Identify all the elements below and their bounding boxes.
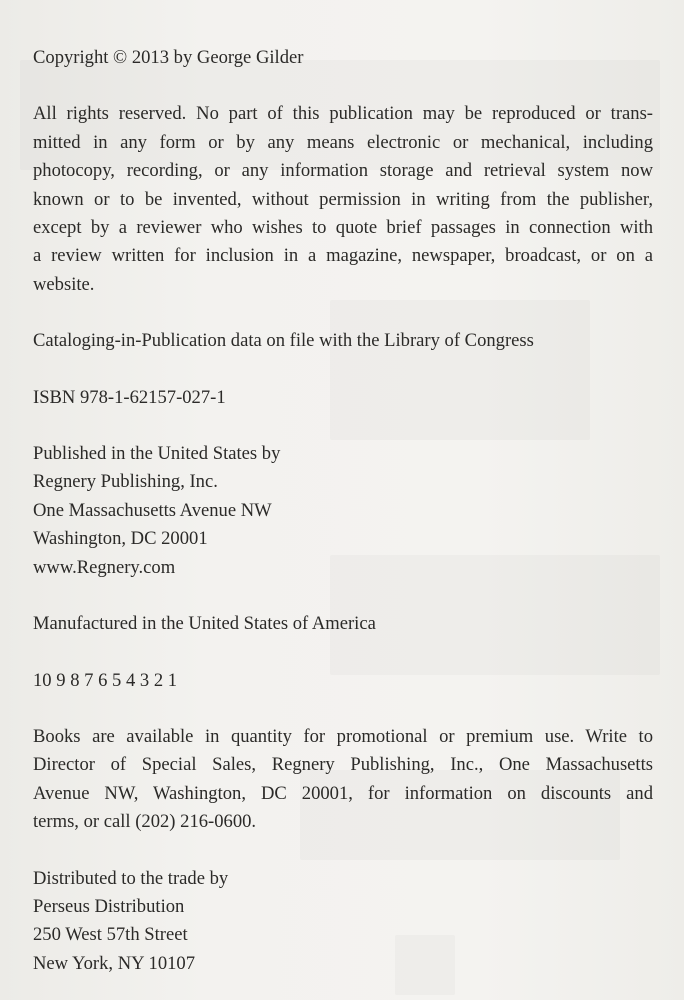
manufactured-line: Manufactured in the United States of America (33, 613, 376, 635)
rights-line: website. (33, 273, 95, 295)
distribution-line: Distributed to the trade by (33, 867, 229, 889)
rights-line: All rights reserved. No part of this publication may be reproduced or trans- (33, 103, 653, 125)
sales-line: Avenue NW, Washington, DC 20001, for information on discounts and (33, 782, 653, 804)
sales-paragraph (33, 723, 653, 837)
rights-line: known or to be invented, without permission in writing from the publisher, (33, 188, 653, 210)
publisher-block (33, 440, 653, 582)
rights-line: except by a reviewer who wishes to quote brief passages in connection with (33, 217, 653, 239)
publisher-line: Washington, DC 20001 (33, 528, 208, 550)
distribution-block (33, 865, 653, 979)
rights-line: photocopy, recording, or any information storage and retrieval system now (33, 160, 653, 182)
sales-line: Director of Special Sales, Regnery Publishing, Inc., One Massachusetts (33, 754, 653, 776)
rights-line: mitted in any form or by any means electronic or mechanical, including (33, 131, 653, 153)
distribution-line: 250 West 57th Street (33, 924, 188, 946)
sales-line: Books are available in quantity for promotional or premium use. Write to (33, 725, 653, 747)
cataloging-line: Cataloging-in-Publication data on file with the Library of Congress (33, 330, 534, 352)
rights-paragraph (33, 100, 653, 299)
publisher-line: Published in the United States by (33, 443, 281, 465)
sales-line: terms, or call (202) 216-0600. (33, 811, 257, 833)
publisher-line: Regnery Publishing, Inc. (33, 471, 218, 493)
publisher-website: www.Regnery.com (33, 556, 176, 578)
distribution-line: New York, NY 10107 (33, 952, 196, 974)
distribution-line: Perseus Distribution (33, 895, 185, 917)
rights-line: a review written for inclusion in a magazine, newspaper, broadcast, or on a (33, 245, 653, 267)
copyright-line: Copyright © 2013 by George Gilder (33, 47, 304, 68)
copyright-text (33, 44, 653, 978)
printing-line: 10 9 8 7 6 5 4 3 2 1 (33, 669, 178, 691)
publisher-line: One Massachusetts Avenue NW (33, 499, 272, 521)
isbn-line: ISBN 978-1-62157-027-1 (33, 386, 226, 408)
